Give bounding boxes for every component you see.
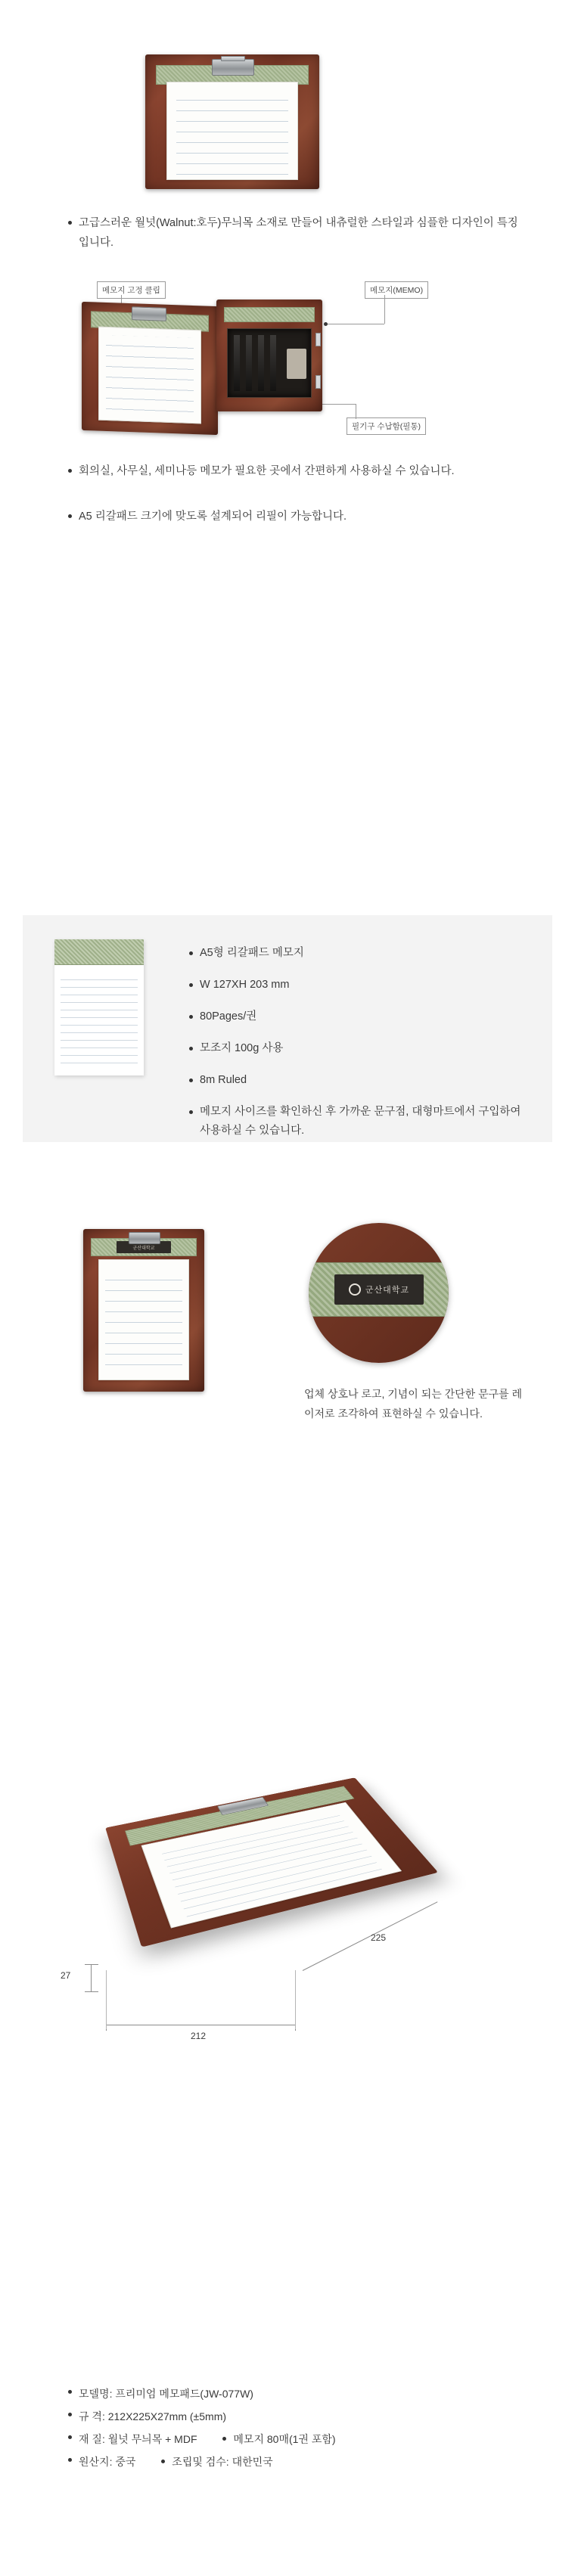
engraved-board [83,1229,204,1392]
paper-rules [176,90,288,174]
pencil-2 [246,335,252,391]
memo-paper [166,82,298,180]
dim-tick-height-bottom [85,1991,98,1992]
engraving-description: 업체 상호나 로고, 기념이 되는 간단한 문구를 레이저로 조각하여 표현하실 수 있습니다. [304,1388,523,1420]
pencil-1 [234,335,240,391]
university-emblem-icon [349,1283,361,1296]
memo-spec-4: 8m Ruled [188,1071,528,1089]
final-origin: 원산지: 중국 [79,2456,136,2468]
intro-bullet-0: 고급스러운 월넛(Walnut:호두)무늬목 소재로 만들어 내츄럴한 스타일과 심플한 디자인이 특징입니다. [67,213,521,253]
final-material: 재 질: 월넛 무늬목 + MDF [79,2433,197,2445]
usage-bullet-1: A5 리갈패드 크기에 맞도록 설계되어 리필이 가능합니다. [67,507,521,526]
final-spec-list [67,2382,521,2473]
paper-rules-4 [105,1270,182,1373]
final-assembly: 조립및 검수: 대한민국 [160,2450,272,2473]
open-board-left [82,302,218,435]
leader-memo [384,295,385,324]
intro-bullet-list [67,213,521,253]
dim-line-height [91,1964,92,1991]
final-material-row [67,2428,521,2450]
usage-bullet-0: 회의실, 사무실, 세미나등 메모가 필요한 곳에서 간편하게 사용하실 수 있습니다. [67,461,521,481]
zoom-logo-text: 군산대학교 [365,1286,410,1295]
hinge-bottom [315,375,321,389]
final-size: 규 격: 212X225X27mm (±5mm) [67,2405,521,2428]
logo-zoom-circle [309,1223,449,1363]
pencil-3 [258,335,264,391]
ext-line-right [295,1970,296,2029]
dim-label-height: 27 [61,1970,71,1981]
paper-clip-icon-left [132,306,166,321]
wood-board [145,54,319,189]
dim-label-width: 212 [191,2031,207,2041]
memo-pad-sample [54,939,144,1075]
dimension-drawing [45,1743,530,2076]
paper-clip-icon [212,59,254,76]
final-memo: 메모지 80매(1권 포함) [221,2428,335,2450]
memo-spec-5: 메모지 사이즈를 확인하신 후 가까운 문구점, 대형마트에서 구입하여 사용하실 수 있습니다. [188,1103,528,1141]
engraved-logo-plate: 군산대학교 [117,1241,171,1253]
dim-label-depth: 225 [371,1932,387,1943]
callout-memo: 메모지(MEMO) [365,281,428,299]
callout-penbox: 필기구 수납함(필통) [347,417,426,435]
pen-well [227,328,312,398]
ext-line-left [106,1970,107,2029]
felt-strip-right [224,307,315,322]
final-model: 모델명: 프리미엄 메모패드(JW-077W) [67,2382,521,2405]
memo-paper-4 [98,1259,189,1380]
memo-pad-header [54,939,144,965]
final-origin-row [67,2450,521,2473]
callout-clip: 메모지 고정 클립 [97,281,166,299]
usage-bullet-list [67,461,521,526]
memo-spec-list [188,944,528,1145]
pencil-4 [270,335,276,391]
memo-spec-0: A5형 리갈패드 메모지 [188,944,528,962]
hinge-top [315,333,321,346]
dim-tick-height-top [85,1964,98,1965]
perspective-board [105,1777,438,1947]
memo-paper-left [98,327,201,424]
eraser [287,349,306,379]
memo-spec-3: 모조지 100g 사용 [188,1039,528,1057]
clip-arm [221,56,245,61]
zoom-logo-plate [334,1274,424,1305]
open-board-right [216,299,322,411]
memo-pad-lines [61,973,138,1068]
memo-spec-1: W 127XH 203 mm [188,976,528,994]
callout-dot-memo [324,322,328,326]
paper-clip-icon-4 [129,1232,160,1244]
memo-spec-2: 80Pages/권 [188,1007,528,1026]
paper-rules-left [106,335,193,418]
